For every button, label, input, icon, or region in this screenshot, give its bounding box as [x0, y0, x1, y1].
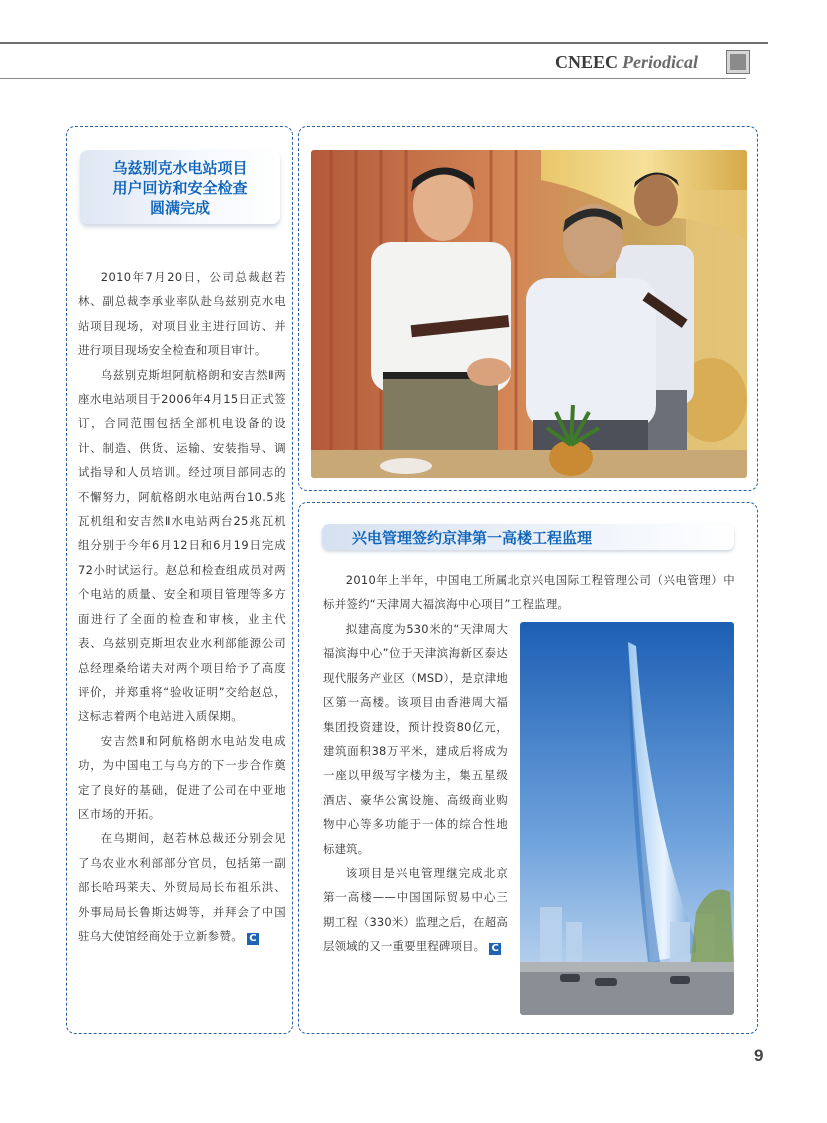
article1-title-line: 乌兹别克水电站项目 — [112, 159, 248, 177]
article1-paragraph: 安吉然Ⅱ和阿航格朗水电站发电成功，为中国电工与乌方的下一步合作奠定了良好的基础，促进了公司在中亚地区市场的开拓。 — [78, 733, 286, 821]
signing-photo-illustration — [311, 150, 747, 478]
tower-illustration — [520, 622, 734, 1015]
article1-paragraph: 乌兹别克斯坦阿航格朗和安吉然Ⅱ两座水电站项目于2006年4月15日正式签订，合同范围包括全部机电设备的设计、制造、供货、运输、安装指导、调试指导和人员培训。经过项目部同志的不懈努力，阿航格朗水电站两台10.5兆瓦机组和安吉然Ⅱ水电站两台25兆瓦机组分别于今年6月12日和6月19日完成72小时试运行。赵总和检查组成员对两个电站的质量、安全和项目管理等多方面进行了全面的检查和审核，业主代表、乌兹别克斯坦农业水利部能源公司总经理桑给诺夫对两个项目给予了高度评价，并郑重将“验收证明”交给赵总，这标志着两个电站进入质保期。 — [78, 367, 286, 724]
article1-title — [80, 158, 280, 218]
article1-body — [78, 265, 286, 948]
article1-paragraph: 2010年7月20日，公司总裁赵若林、副总裁李承业率队赴乌兹别克水电站项目现场，对项目业主进行回访、并进行项目现场安全检查和项目审计。 — [78, 270, 286, 358]
end-mark-icon: C — [489, 943, 501, 955]
article2-body — [323, 617, 508, 959]
signing-ceremony-photo — [311, 150, 747, 478]
article1-paragraph — [78, 826, 286, 948]
header-top-rule — [0, 42, 768, 44]
tower-rendering-image — [520, 622, 734, 1015]
article2-paragraph — [323, 861, 508, 959]
header-bottom-rule — [0, 78, 746, 79]
masthead-brand: CNEEC — [555, 52, 619, 72]
article1-paragraph-text: 在乌期间，赵若林总裁还分别会见了乌农业水利部部分官员，包括第一副部长哈玛莱夫、外贸局局长布祖乐洪、外事局局长鲁斯达姆等，并拜会了中国驻乌大使馆经商处于立新参赞。 — [78, 831, 286, 943]
article2-paragraph-text: 该项目是兴电管理继完成北京第一高楼——中国国际贸易中心三期工程（330米）监理之后，在超高层领域的又一重要里程碑项目。 — [323, 866, 508, 954]
article2-title: 兴电管理签约京津第一高楼工程监理 — [352, 529, 593, 547]
article2-lead: 2010年上半年，中国电工所属北京兴电国际工程管理公司（兴电管理）中标并签约“天津周大福滨海中心项目”工程监理。 — [323, 573, 735, 612]
masthead-square-icon — [727, 51, 749, 73]
article1-title-line: 用户回访和安全检查 — [112, 179, 248, 197]
article1-title-line: 圆满完成 — [149, 199, 210, 217]
masthead-periodical: Periodical — [622, 52, 698, 72]
end-mark-icon: C — [247, 933, 259, 945]
page-number: 9 — [754, 1046, 764, 1065]
article2-paragraph: 拟建高度为530米的“天津周大福滨海中心”位于天津滨海新区泰达现代服务产业区（MSD），是京津地区第一高楼。该项目由香港周大福集团投资建设，预计投资80亿元，建筑面积38万平米，建成后将成为一座以甲级写字楼为主，集五星级酒店、豪华公寓设施、高级商业购物中心等多功能于一体的综合性地标建筑。 — [323, 622, 508, 856]
masthead — [555, 52, 698, 73]
